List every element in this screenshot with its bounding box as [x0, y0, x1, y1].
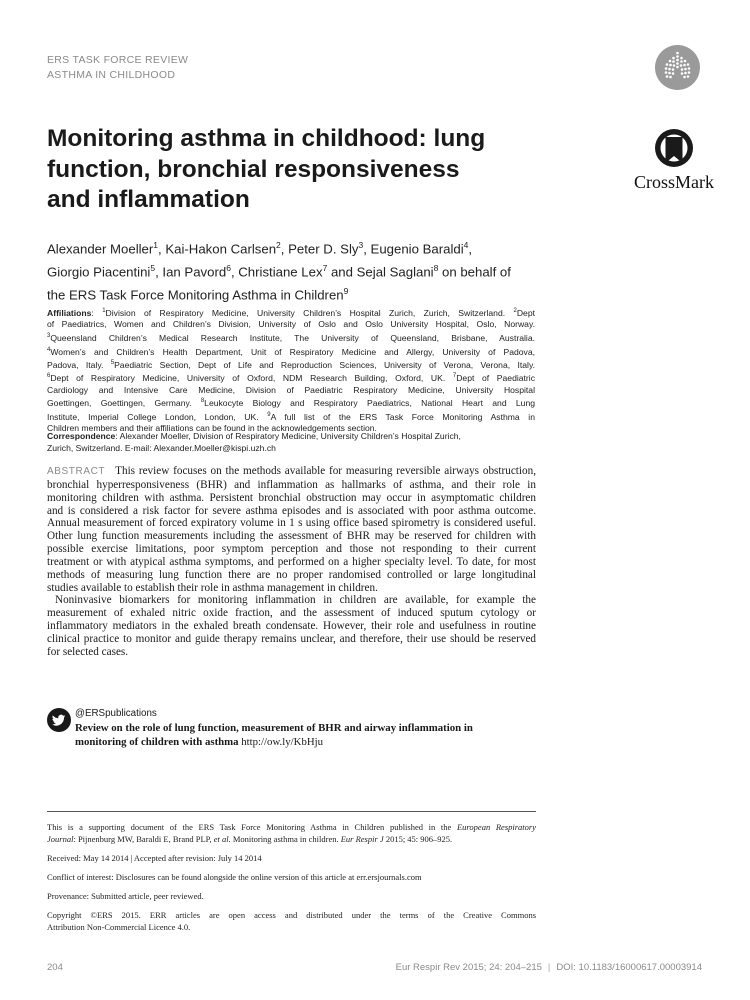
correspondence-line: Zurich, Switzerland. E-mail: Alexander.Moeller@kispi.uzh.ch	[47, 442, 276, 453]
twitter-bird-glyph	[47, 708, 71, 732]
doi-link[interactable]: DOI: 10.1183/16000617.00003914	[556, 962, 702, 973]
title-line: function, bronchial responsiveness	[47, 155, 460, 183]
task-force-name: the ERS Task Force Monitoring Asthma in Children	[47, 287, 344, 303]
abstract-line: inflammatory mediators in the exhaled breath condensate. However, their role and usefulness in routine	[47, 620, 536, 633]
affiliation-ref: 6	[226, 262, 231, 273]
journal-citation: Eur Respir Rev 2015; 24: 204–215	[395, 962, 542, 973]
abstract-line: for selected cases.	[47, 645, 129, 658]
affiliations-label: Affiliations	[47, 307, 92, 318]
footnote-text: : Pijnenburg MW, Baraldi E, Brand PLP,	[73, 834, 214, 844]
affiliation-text: Cardiology and Intensive Care Medicine, Division of Paediatric Respiratory Medicine, University Hospital	[47, 384, 535, 395]
abstract-line: clinical practice to monitor and guide therapy remains unclear, and therefore, their use should be reserved	[47, 632, 536, 645]
affiliation-ref: 9	[343, 285, 349, 296]
abstract-block	[47, 465, 536, 659]
abstract-line: treatment or with atypical asthma symptoms, and performed on a higher specialty level. To date, for most	[47, 555, 536, 568]
conflict-of-interest	[47, 871, 536, 883]
author-name: and Sejal Saglani	[327, 264, 434, 280]
affiliation-ref: 4	[47, 346, 51, 353]
author-name: , Ian Pavord	[155, 264, 227, 280]
affiliation-text: Padova, Italy.	[47, 359, 111, 370]
crossmark-label[interactable]: CrossMark	[634, 172, 714, 192]
tweet-body	[75, 721, 537, 749]
author-name: , Peter D. Sly	[280, 241, 359, 257]
section-label: ASTHMA IN CHILDHOOD	[47, 69, 176, 81]
affiliation-ref: 6	[47, 373, 51, 380]
article-title	[47, 124, 527, 216]
affiliation-text: Dept of Respiratory Medicine, University of Oxford, NDM Research Building, Oxford, UK.	[50, 373, 453, 384]
correspondence-block	[47, 431, 535, 454]
correspondence-line	[47, 431, 535, 443]
abstract-text: This review focuses on the methods available for measuring reversible airways obstruction,	[115, 465, 536, 477]
affiliation-text: Leukocyte Biology and Respiratory Paediatrics, National Heart and Lung	[204, 398, 536, 409]
affiliation-line	[47, 371, 535, 384]
abstract-heading: ABSTRACT	[47, 466, 106, 477]
author-name: , Eugenio Baraldi	[363, 241, 464, 257]
author-name: , Christiane Lex	[230, 264, 323, 280]
affiliation-ref: 5	[150, 262, 156, 273]
footnote-line	[47, 833, 536, 845]
affiliation-ref: 4	[463, 240, 469, 250]
abstract-line: bronchial hyperresponsiveness (BHR) and inflammation as hallmarks of asthma, and their role in	[47, 478, 536, 491]
provenance-text: Provenance: Submitted article, peer reviewed.	[47, 891, 204, 901]
footnote-text: This is a supporting document of the ERS Task Force Monitoring Asthma in Children published in the	[47, 822, 457, 832]
affiliation-ref: 3	[358, 240, 364, 250]
author-name: Alexander Moeller	[47, 241, 154, 257]
author-list	[47, 236, 537, 305]
tweet-block	[75, 707, 537, 749]
tweet-line: Review on the role of lung function, measurement of BHR and airway inflammation in	[75, 722, 473, 734]
affiliation-ref: 7	[322, 262, 328, 273]
footnote-text: Monitoring asthma in children.	[230, 834, 341, 844]
affiliation-ref: 3	[47, 333, 51, 340]
affiliation-text: Institute, Imperial College London, London, UK.	[47, 411, 268, 422]
abstract-line: Annual measurement of forced expiratory volume in 1 s using office based spirometry is considered useful.	[47, 517, 536, 530]
affiliation-text: Division of Respiratory Medicine, University Children’s Hospital Zurich, Zurich, Switzerland.	[105, 307, 514, 318]
title-line: Monitoring asthma in childhood: lung	[47, 125, 486, 152]
affiliation-line	[47, 345, 535, 358]
abstract-line	[47, 465, 536, 479]
author-separator: ,	[468, 241, 473, 257]
affiliation-line	[47, 306, 535, 319]
affiliation-ref: 2	[276, 240, 281, 250]
affiliation-text: :	[91, 307, 103, 318]
abstract-line: Other lung function measurements including the assessment of BHR may be reserved for children with	[47, 530, 536, 543]
affiliation-line	[47, 319, 535, 331]
affiliation-line	[47, 396, 535, 409]
twitter-handle[interactable]: @ERSpublications	[75, 708, 157, 719]
abstract-line: and is considered a risk factor for severe asthma episodes and is associated with poor asthma outcome.	[47, 504, 536, 517]
journal-abbrev: Eur Respir J	[340, 834, 384, 844]
author-line	[47, 236, 537, 259]
title-line: and inflammation	[47, 186, 250, 213]
author-name: Giorgio Piacentini	[47, 264, 151, 280]
affiliation-text: Children members and their affiliations can be found in the acknowledgements section.	[47, 423, 377, 434]
footnote-text: 2015; 45: 906–925.	[383, 834, 453, 844]
affiliation-ref: 9	[267, 411, 271, 418]
abstract-line: measurement of exhaled nitric oxide fraction, and the assessment of induced sputum cytology or	[47, 607, 536, 620]
abstract-line: monitoring children with asthma. Persistent bronchial obstruction may occur in asymptomatic children	[47, 491, 536, 504]
author-text: on behalf of	[438, 264, 511, 280]
correspondence-label: Correspondence	[47, 431, 116, 441]
affiliations-block	[47, 306, 535, 435]
affiliation-line	[47, 385, 535, 397]
ers-lung-dots-icon	[655, 45, 700, 90]
journal-name: Journal	[47, 834, 74, 844]
journal-reference	[396, 962, 702, 973]
copyright-text: Copyright ©ERS 2015. ERR articles are open access and distributed under the terms of the Creative Commons	[47, 910, 536, 920]
copyright-text: Attribution Non-Commercial Licence 4.0.	[47, 922, 191, 932]
affiliation-line	[47, 410, 535, 423]
affiliation-text: Dept	[516, 307, 535, 318]
author-name: , Kai-Hakon Carlsen	[158, 241, 277, 257]
abstract-line: Noninvasive biomarkers for monitoring inflammation in children are available, for example the	[55, 594, 536, 607]
affiliation-ref: 2	[513, 308, 517, 314]
affiliation-ref: 8	[433, 262, 439, 273]
affiliation-text: Women’s and Children’s Health Department, Unit of Respiratory Medicine and Allergy, University of Padova,	[50, 346, 535, 357]
author-line	[47, 282, 537, 305]
header-series-label	[47, 53, 188, 83]
series-label: ERS TASK FORCE REVIEW	[47, 54, 189, 66]
affiliation-ref: 5	[110, 359, 115, 366]
twitter-bird-icon[interactable]	[47, 708, 71, 732]
footnote-divider	[47, 811, 536, 812]
affiliation-line	[47, 358, 535, 371]
tweet-line	[75, 735, 537, 749]
correspondence-text: : Alexander Moeller, Division of Respiratory Medicine, University Children’s Hospital Zurich,	[115, 431, 461, 441]
affiliation-ref: 7	[452, 373, 457, 380]
footnote-line	[47, 821, 536, 833]
affiliation-text: Paediatric Section, Dept of Life and Reproduction Sciences, University of Verona, Verona, Italy.	[114, 359, 535, 370]
received-dates	[47, 852, 536, 864]
tweet-link[interactable]: http://ow.ly/KbHju	[241, 736, 324, 748]
abstract-line: studies available to establish their role in asthma management in children.	[47, 581, 378, 594]
affiliation-ref: 1	[153, 240, 159, 250]
page-number: 204	[47, 962, 63, 973]
author-line	[47, 259, 537, 282]
copyright-note	[47, 909, 536, 933]
journal-name: European Respiratory	[456, 822, 536, 832]
affiliation-ref: 8	[200, 398, 205, 405]
abstract-line: methods of measuring lung function there are no proper randomised controlled or large longitudinal	[47, 568, 536, 581]
tweet-text: monitoring of children with asthma	[75, 736, 239, 748]
affiliation-line	[47, 331, 535, 344]
affiliation-ref: 1	[102, 308, 106, 314]
affiliation-text: Queensland Children’s Medical Research Institute, The University of Queensland, Brisbane, Australia.	[50, 332, 535, 343]
affiliation-text: Goettingen, Goettingen, Germany.	[47, 398, 201, 409]
provenance	[47, 890, 536, 902]
footer-separator: |	[547, 962, 551, 973]
affiliation-text: A full list of the ERS Task Force Monitoring Asthma in	[270, 411, 535, 422]
abstract-line: possible exercise limitations, poor symptom perception and those not responding to their current	[47, 543, 536, 556]
supporting-document-note	[47, 821, 536, 845]
affiliation-text: Dept of Paediatric	[456, 373, 536, 384]
et-al: et al.	[213, 834, 231, 844]
affiliation-text: of Paediatrics, Women and Children’s Division, University of Oslo and Oslo University Hospital, Oslo, Norway.	[47, 319, 535, 330]
conflict-text: Conflict of interest: Disclosures can be found alongside the online version of this article at err.ersjournals.com	[47, 872, 422, 882]
received-text: Received: May 14 2014 | Accepted after revision: July 14 2014	[47, 853, 262, 863]
